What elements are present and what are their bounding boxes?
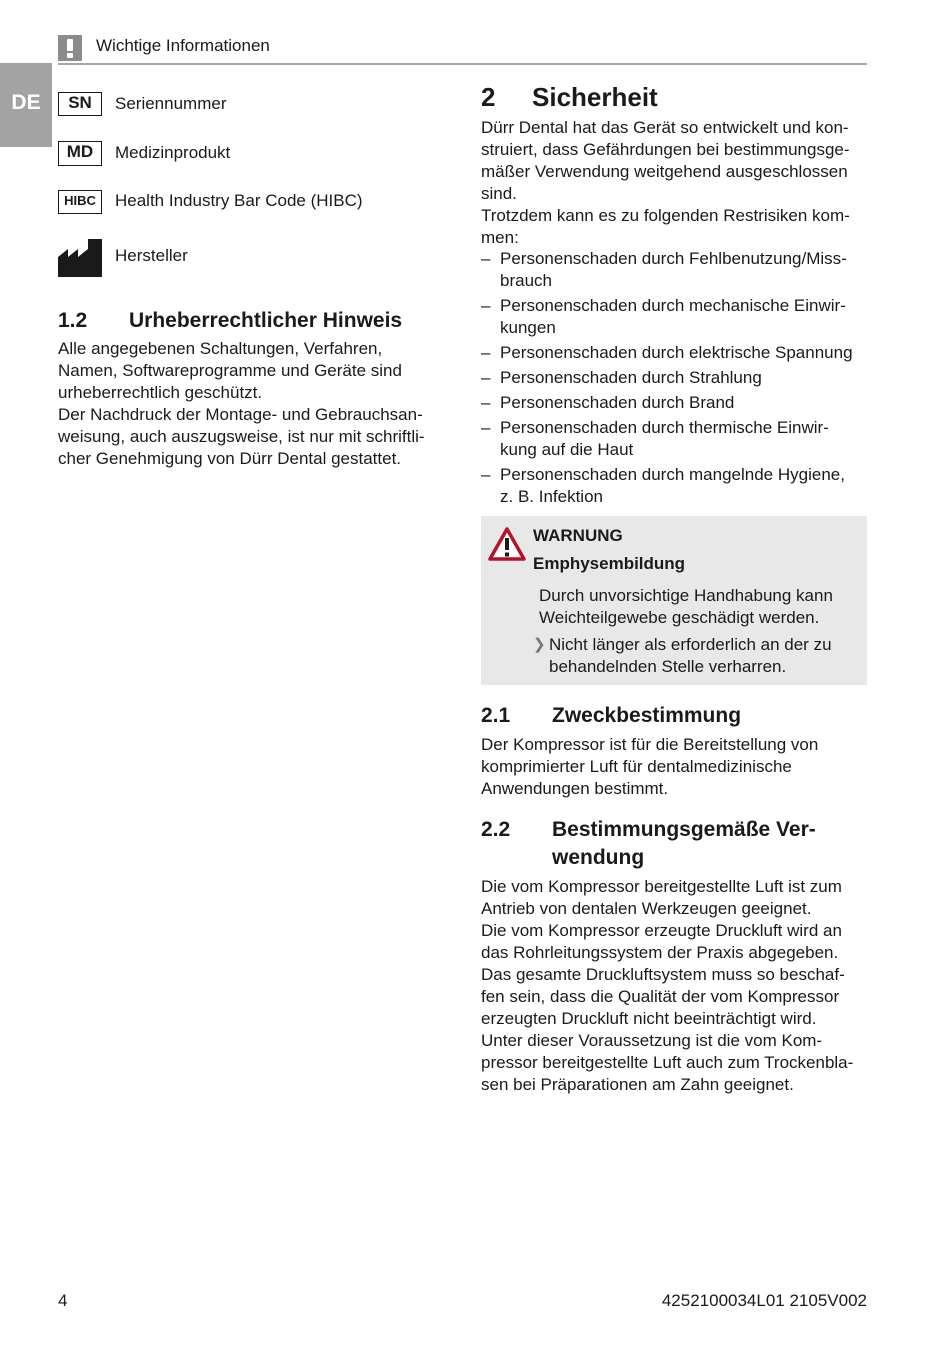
- section-2-2-text: [481, 876, 871, 1096]
- section-number: 2.2: [481, 818, 511, 841]
- md-symbol: MD: [58, 141, 102, 166]
- list-dash: –: [481, 393, 491, 412]
- list-item: [481, 342, 871, 364]
- list-dash: –: [481, 418, 491, 437]
- text-line: Die vom Kompressor bereitgestellte Luft ist zum: [481, 877, 842, 896]
- warning-signal-word: WARNUNG: [533, 526, 623, 545]
- risk-list: [481, 248, 871, 511]
- section-title: Urheberrechtlicher Hinweis: [129, 309, 403, 332]
- text-line: Trotzdem kann es zu folgenden Restrisiken kom-: [481, 206, 850, 225]
- md-symbol-label: Medizinprodukt: [115, 143, 231, 162]
- text-line: erzeugten Druckluft nicht beeinträchtigt wird.: [481, 1009, 817, 1028]
- text-line: cher Genehmigung von Dürr Dental gestattet.: [58, 449, 402, 468]
- list-item: [481, 367, 871, 389]
- section-1-2-heading: [58, 309, 402, 333]
- text-line: sind.: [481, 184, 517, 203]
- text-line: struiert, dass Gefährdungen bei bestimmungsge-: [481, 140, 850, 159]
- language-tab-label: DE: [11, 91, 41, 114]
- list-dash: –: [481, 343, 491, 362]
- list-item-text: kung auf die Haut: [500, 440, 634, 459]
- text-line: pressor bereitgestellte Luft auch zum Trockenbla-: [481, 1053, 854, 1072]
- text-line: weisung, auch auszugsweise, ist nur mit schriftli-: [58, 427, 425, 446]
- page-number: 4: [58, 1291, 68, 1310]
- section-2-1-heading: [481, 704, 741, 728]
- text-line: behandelnden Stelle verharren.: [549, 657, 787, 676]
- section-number: 1.2: [58, 309, 88, 332]
- text-line: Der Kompressor ist für die Bereitstellung von: [481, 735, 819, 754]
- list-item-text: Personenschaden durch Brand: [500, 393, 735, 412]
- manufacturer-icon: [58, 237, 102, 277]
- text-line: komprimierter Luft für dentalmedizinische: [481, 757, 792, 776]
- text-line: fen sein, dass die Qualität der vom Kompressor: [481, 987, 840, 1006]
- text-line: mäßer Verwendung weitgehend ausgeschlossen: [481, 162, 848, 181]
- sn-symbol-label: Seriennummer: [115, 94, 227, 113]
- text-line: Nicht länger als erforderlich an der zu: [549, 635, 832, 654]
- text-line: men:: [481, 228, 519, 247]
- list-item-text: Personenschaden durch mangelnde Hygiene,: [500, 465, 845, 484]
- list-item-text: brauch: [500, 271, 552, 290]
- text-line: Durch unvorsichtige Handhabung kann: [539, 586, 833, 605]
- section-title: Sicherheit: [532, 82, 658, 112]
- warning-triangle-icon: [488, 527, 526, 561]
- list-dash: –: [481, 465, 491, 484]
- text-line: Alle angegebenen Schaltungen, Verfahren,: [58, 339, 383, 358]
- list-item-text: Personenschaden durch thermische Einwir-: [500, 418, 829, 437]
- list-dash: –: [481, 296, 491, 315]
- section-2-2-heading: [481, 816, 852, 872]
- warning-title: Emphysembildung: [533, 554, 686, 573]
- text-line: urheberrechtlich geschützt.: [58, 383, 263, 402]
- warning-cause: [539, 585, 859, 629]
- section-1-2-text: [58, 338, 458, 470]
- section-2-1-text: [481, 734, 871, 800]
- warning-action: [533, 634, 864, 678]
- text-line: Die vom Kompressor erzeugte Druckluft wird an: [481, 921, 842, 940]
- sn-symbol: SN: [58, 92, 102, 116]
- list-item-text: Personenschaden durch Strahlung: [500, 368, 762, 387]
- list-dash: –: [481, 249, 491, 268]
- list-item: [481, 464, 871, 508]
- section-title-line: Bestimmungsgemäße Ver-: [552, 818, 816, 841]
- section-number: 2: [481, 82, 496, 112]
- list-item: [481, 295, 871, 339]
- hibc-symbol-label: Health Industry Bar Code (HIBC): [115, 191, 363, 210]
- manufacturer-symbol-label: Hersteller: [115, 246, 188, 265]
- list-item: [481, 417, 871, 461]
- document-code: 4252100034L01 2105V002: [661, 1291, 867, 1310]
- text-line: Antrieb von dentalen Werkzeugen geeignet.: [481, 899, 812, 918]
- hibc-symbol: HIBC: [58, 190, 102, 214]
- list-item: [481, 248, 871, 292]
- chevron-right-icon: ❯: [533, 636, 546, 653]
- text-line: Anwendungen bestimmt.: [481, 779, 669, 798]
- list-item-text: Personenschaden durch mechanische Einwir-: [500, 296, 846, 315]
- language-tab: [0, 63, 52, 147]
- header-rule: [58, 63, 867, 65]
- list-item-text: z. B. Infektion: [500, 487, 603, 506]
- exclamation-icon: [58, 35, 82, 61]
- list-item: [481, 392, 871, 414]
- text-line: Weichteilgewebe geschädigt werden.: [539, 608, 820, 627]
- section-title: Zweckbestimmung: [552, 704, 742, 727]
- text-line: das Rohrleitungssystem der Praxis abgegeben.: [481, 943, 839, 962]
- text-line: Dürr Dental hat das Gerät so entwickelt und kon-: [481, 118, 849, 137]
- header-title: Wichtige Informationen: [96, 36, 270, 55]
- list-item-text: Personenschaden durch elektrische Spannung: [500, 343, 853, 362]
- list-item-text: Personenschaden durch Fehlbenutzung/Miss-: [500, 249, 847, 268]
- section-title-line: wendung: [552, 846, 645, 869]
- text-line: Der Nachdruck der Montage- und Gebrauchsan-: [58, 405, 423, 424]
- text-line: sen bei Präparationen am Zahn geeignet.: [481, 1075, 794, 1094]
- section-title: [552, 816, 852, 872]
- section-number: 2.1: [481, 704, 511, 727]
- text-line: Das gesamte Druckluftsystem muss so beschaf-: [481, 965, 845, 984]
- list-item-text: kungen: [500, 318, 556, 337]
- text-line: Unter dieser Voraussetzung ist die vom Kom-: [481, 1031, 823, 1050]
- section-2-heading: [481, 82, 658, 113]
- section-2-intro: [481, 117, 871, 249]
- list-dash: –: [481, 368, 491, 387]
- text-line: Namen, Softwareprogramme und Geräte sind: [58, 361, 402, 380]
